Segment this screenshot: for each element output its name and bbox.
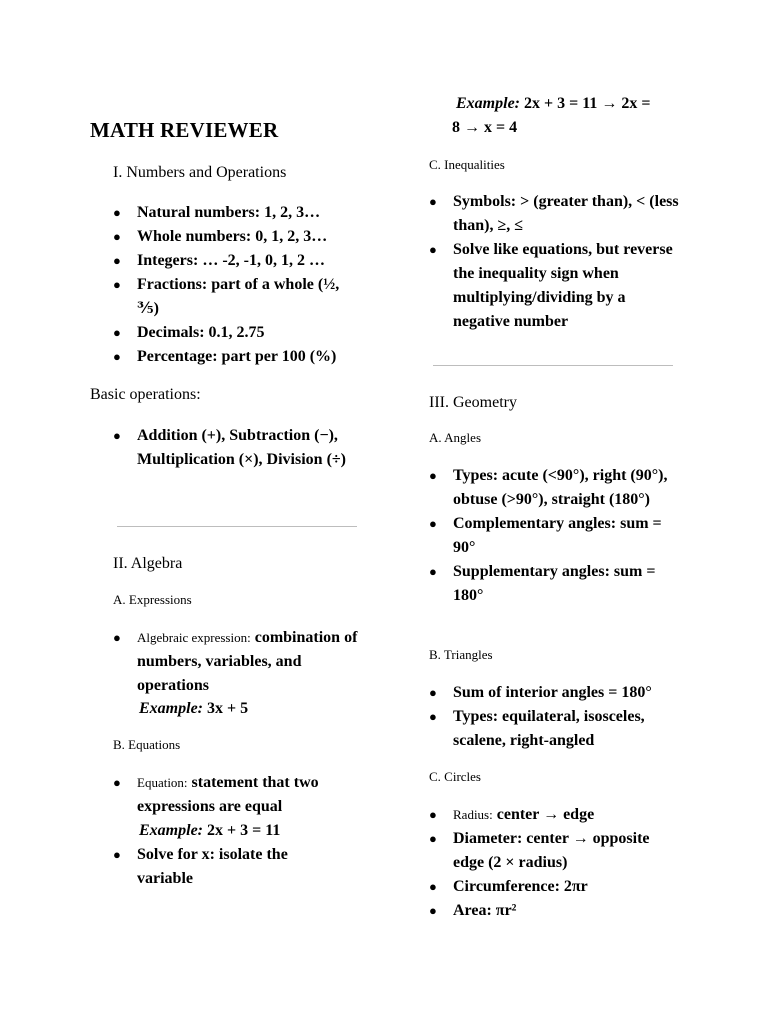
list-item: ● Decimals: 0.1, 2.75: [113, 321, 363, 345]
list-item: ● Types: equilateral, isosceles, scalene, right-angled: [429, 705, 679, 753]
list-item: ● Sum of interior angles = 180°: [429, 681, 679, 705]
document-title: MATH REVIEWER: [90, 118, 279, 142]
term-label: Radius:: [453, 807, 493, 822]
subheading-equations: B. Equations: [113, 737, 181, 752]
triangles-list: [429, 681, 679, 753]
angles-list: [429, 464, 679, 608]
expression-example: [139, 697, 248, 721]
list-item: ● Symbols: > (greater than), < (less than), ≥, ≤: [429, 190, 679, 238]
equation-example: [139, 819, 280, 843]
subheading-triangles: B. Triangles: [429, 647, 493, 662]
basic-operations-label: Basic operations:: [90, 386, 201, 403]
list-item: ● Circumference: 2πr: [429, 875, 679, 899]
list-item: ● Solve for x: isolate the variable: [113, 843, 333, 891]
example-label: Example:: [139, 822, 203, 839]
equations-list-cont: [113, 843, 333, 891]
subheading-circles: C. Circles: [429, 769, 481, 784]
example-label: Example:: [139, 700, 203, 717]
term-definition: combination of numbers, variables, and operations: [137, 629, 358, 694]
list-item: [113, 771, 363, 819]
list-item: ● Solve like equations, but reverse the inequality sign when multiplying/dividing by a negative number: [429, 238, 679, 334]
operations-list: [113, 424, 363, 472]
numbers-list: [113, 201, 363, 369]
section-heading-numbers: I. Numbers and Operations: [113, 164, 287, 181]
example-label: Example:: [456, 95, 520, 112]
expressions-list: [113, 626, 363, 698]
term-label: Equation:: [137, 775, 188, 790]
section-heading-algebra: II. Algebra: [113, 555, 183, 572]
list-item: ● Fractions: part of a whole (½, ⅗): [113, 273, 363, 321]
subheading-inequalities: C. Inequalities: [429, 157, 505, 172]
list-item: [429, 803, 679, 827]
list-item: ● Integers: … -2, -1, 0, 1, 2 …: [113, 249, 363, 273]
list-item: ● Types: acute (<90°), right (90°), obtuse (>90°), straight (180°): [429, 464, 679, 512]
section-heading-geometry: III. Geometry: [429, 394, 517, 411]
divider: [433, 365, 673, 366]
subheading-expressions: A. Expressions: [113, 592, 192, 607]
list-item: ● Percentage: part per 100 (%): [113, 345, 363, 369]
divider: [117, 526, 357, 527]
example-value-cont: 8 → x = 4: [452, 119, 518, 136]
list-item: ● Supplementary angles: sum = 180°: [429, 560, 679, 608]
circles-list: [429, 803, 679, 923]
subheading-angles: A. Angles: [429, 430, 481, 445]
term-definition: statement that two expressions are equal: [137, 774, 319, 815]
list-item: ● Addition (+), Subtraction (−), Multiplication (×), Division (÷): [113, 424, 363, 472]
list-item: [113, 626, 363, 698]
list-item: ● Diameter: center → opposite edge (2 × radius): [429, 827, 679, 875]
inequalities-list: [429, 190, 679, 334]
list-item: ● Natural numbers: 1, 2, 3…: [113, 201, 363, 225]
continued-example: [452, 92, 692, 140]
example-value: 2x + 3 = 11 → 2x =: [524, 95, 651, 112]
example-value: 3x + 5: [207, 700, 249, 717]
term-label: Algebraic expression:: [137, 630, 251, 645]
term-definition: center → edge: [496, 806, 595, 823]
list-item: ● Area: πr²: [429, 899, 679, 923]
list-item: ● Whole numbers: 0, 1, 2, 3…: [113, 225, 363, 249]
equations-list: [113, 771, 363, 819]
list-item: ● Complementary angles: sum = 90°: [429, 512, 679, 560]
example-value: 2x + 3 = 11: [207, 822, 281, 839]
